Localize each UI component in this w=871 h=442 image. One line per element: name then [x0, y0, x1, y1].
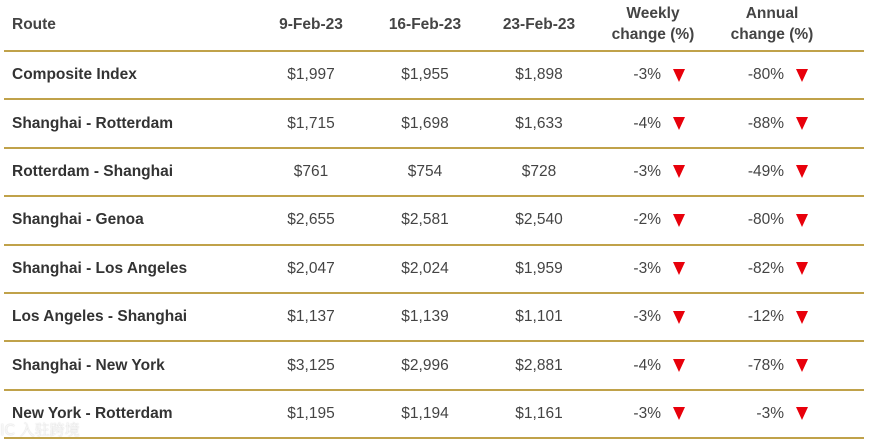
header-weekly-line1: Weekly — [626, 5, 680, 23]
rate-date-2: $2,581 — [401, 211, 449, 229]
table-row — [4, 294, 864, 342]
route-name: Rotterdam - Shanghai — [12, 162, 174, 180]
rate-date-2: $754 — [407, 162, 443, 180]
rate-date-1: $2,047 — [287, 259, 335, 277]
down-triangle-icon — [796, 359, 808, 372]
down-triangle-icon — [673, 214, 685, 227]
header-annual-change — [710, 4, 834, 46]
rate-date-3: $1,161 — [515, 404, 563, 422]
table-row — [4, 100, 864, 148]
weekly-change-value: -4% — [633, 114, 661, 132]
header-route: Route — [12, 15, 56, 33]
header-date-1: 9-Feb-23 — [279, 15, 343, 33]
header-date-3: 23-Feb-23 — [502, 15, 576, 33]
down-triangle-icon — [796, 214, 808, 227]
route-name: Shanghai - New York — [12, 356, 165, 374]
rate-date-3: $1,898 — [515, 66, 563, 84]
rate-date-3: $728 — [521, 162, 557, 180]
rate-date-1: $1,997 — [287, 66, 335, 84]
down-triangle-icon — [673, 262, 685, 275]
annual-change-value: -88% — [747, 114, 784, 132]
annual-change-value: -12% — [747, 308, 784, 326]
weekly-change-value: -3% — [633, 66, 661, 84]
rate-date-2: $1,194 — [401, 404, 449, 422]
weekly-change-cell — [596, 66, 710, 84]
route-name: Composite Index — [12, 66, 137, 84]
weekly-change-cell — [596, 405, 710, 423]
table-body — [4, 52, 864, 439]
rate-date-1: $1,137 — [287, 308, 335, 326]
weekly-change-value: -2% — [633, 211, 661, 229]
down-triangle-icon — [673, 117, 685, 130]
rate-date-1: $761 — [293, 162, 329, 180]
table-row — [4, 246, 864, 294]
weekly-change-value: -3% — [633, 259, 661, 277]
weekly-change-cell — [596, 260, 710, 278]
rate-date-3: $1,633 — [515, 114, 563, 132]
rate-date-2: $2,996 — [401, 356, 449, 374]
header-annual-line1: Annual — [745, 5, 799, 23]
annual-change-value: -80% — [747, 66, 784, 84]
down-triangle-icon — [673, 407, 685, 420]
rate-date-3: $1,101 — [515, 308, 563, 326]
annual-change-cell — [710, 211, 834, 229]
table-row — [4, 391, 864, 439]
annual-change-cell — [710, 405, 834, 423]
down-triangle-icon — [673, 165, 685, 178]
down-triangle-icon — [796, 69, 808, 82]
annual-change-value: -3% — [756, 404, 784, 422]
table-header-row — [4, 0, 864, 52]
down-triangle-icon — [673, 69, 685, 82]
weekly-change-value: -3% — [633, 308, 661, 326]
annual-change-value: -82% — [747, 259, 784, 277]
table-row — [4, 149, 864, 197]
rate-date-1: $1,195 — [287, 404, 335, 422]
route-name: Shanghai - Los Angeles — [12, 259, 188, 277]
header-weekly-change — [596, 4, 710, 46]
rate-date-1: $3,125 — [287, 356, 335, 374]
rate-date-1: $1,715 — [287, 114, 335, 132]
route-name: New York - Rotterdam — [12, 404, 173, 422]
header-annual-line2: change (%) — [730, 26, 814, 43]
down-triangle-icon — [796, 117, 808, 130]
route-name: Shanghai - Rotterdam — [12, 114, 174, 132]
weekly-change-cell — [596, 115, 710, 133]
header-date-2: 16-Feb-23 — [388, 15, 462, 33]
down-triangle-icon — [673, 311, 685, 324]
rate-date-2: $1,955 — [401, 66, 449, 84]
weekly-change-cell — [596, 211, 710, 229]
weekly-change-cell — [596, 308, 710, 326]
annual-change-value: -49% — [747, 162, 784, 180]
annual-change-cell — [710, 308, 834, 326]
weekly-change-cell — [596, 163, 710, 181]
down-triangle-icon — [796, 165, 808, 178]
rates-table — [4, 0, 864, 439]
header-weekly-line2: change (%) — [611, 26, 695, 43]
rate-date-3: $1,959 — [515, 259, 563, 277]
annual-change-cell — [710, 66, 834, 84]
down-triangle-icon — [796, 407, 808, 420]
weekly-change-value: -3% — [633, 404, 661, 422]
rate-date-2: $2,024 — [401, 259, 449, 277]
weekly-change-value: -3% — [633, 162, 661, 180]
annual-change-value: -78% — [747, 356, 784, 374]
annual-change-value: -80% — [747, 211, 784, 229]
annual-change-cell — [710, 115, 834, 133]
weekly-change-cell — [596, 357, 710, 375]
annual-change-cell — [710, 163, 834, 181]
route-name: Shanghai - Genoa — [12, 211, 144, 229]
rate-date-2: $1,139 — [401, 308, 449, 326]
annual-change-cell — [710, 357, 834, 375]
rate-date-3: $2,881 — [515, 356, 563, 374]
down-triangle-icon — [673, 359, 685, 372]
weekly-change-value: -4% — [633, 356, 661, 374]
table-row — [4, 342, 864, 390]
table-row — [4, 197, 864, 245]
down-triangle-icon — [796, 262, 808, 275]
annual-change-cell — [710, 260, 834, 278]
rate-date-3: $2,540 — [515, 211, 563, 229]
table-row — [4, 52, 864, 100]
route-name: Los Angeles - Shanghai — [12, 308, 188, 326]
rate-date-1: $2,655 — [287, 211, 335, 229]
down-triangle-icon — [796, 311, 808, 324]
rate-date-2: $1,698 — [401, 114, 449, 132]
watermark: IC 入驻跨境 — [0, 421, 80, 439]
